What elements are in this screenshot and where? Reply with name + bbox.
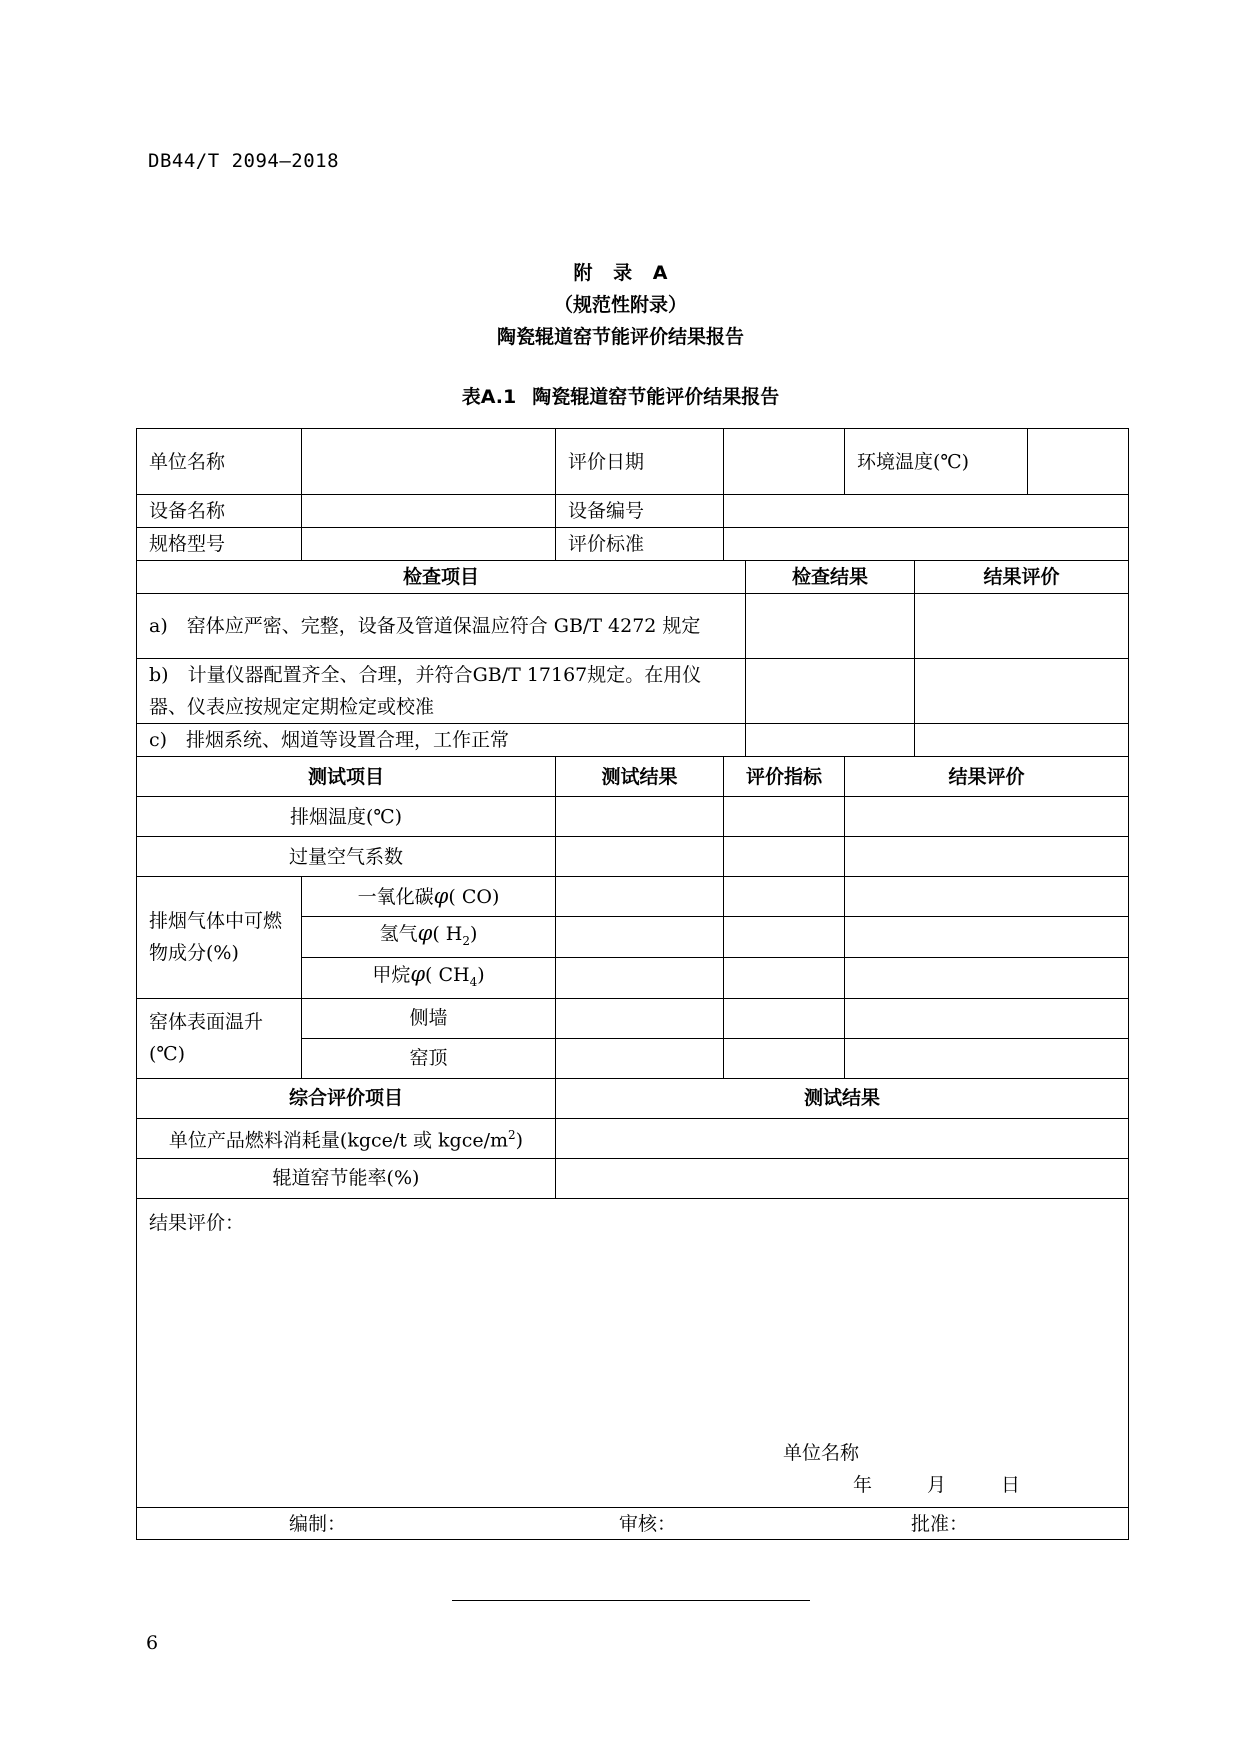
info-row-2 <box>137 495 1129 528</box>
check-header-row <box>137 561 1129 594</box>
test-eval-cell[interactable] <box>845 957 1129 998</box>
test-result-cell[interactable] <box>556 837 724 877</box>
test-eval-cell[interactable] <box>845 998 1129 1038</box>
check-result-cell[interactable] <box>746 594 915 659</box>
test-row-excess-air <box>137 837 1129 877</box>
test-eval-header: 结果评价 <box>845 757 1129 797</box>
surface-group-label: 窑体表面温升(℃) <box>137 998 302 1078</box>
test-index-cell[interactable] <box>724 1038 845 1078</box>
saving-rate-result[interactable] <box>556 1158 1129 1198</box>
check-item-text: b) 计量仪器配置齐全、合理，并符合GB/T 17167规定。在用仪器、仪表应按规定定期检定或校准 <box>137 659 746 724</box>
info-row-3 <box>137 528 1129 561</box>
check-item-text: a) 窑体应严密、完整，设备及管道保温应符合 GB/T 4272 规定 <box>137 594 746 659</box>
check-row-b <box>137 659 1129 724</box>
kiln-top-label: 窑顶 <box>302 1038 556 1078</box>
eval-standard-label: 评价标准 <box>556 528 724 561</box>
spec-model-label: 规格型号 <box>137 528 302 561</box>
fuel-consumption-result[interactable] <box>556 1118 1129 1158</box>
prepared-by-label: 编制： <box>289 1512 347 1535</box>
test-index-cell[interactable] <box>724 877 845 917</box>
table-label: 表A.1 <box>461 386 517 408</box>
test-row-side-wall <box>137 998 1129 1038</box>
approved-by-label: 批准： <box>911 1512 969 1535</box>
phi-symbol: φ <box>433 884 449 908</box>
signature-cell <box>137 1507 1129 1539</box>
appendix-type: （规范性附录） <box>553 294 687 316</box>
h2-label: 氢气φ( $H_2$) <box>302 917 556 958</box>
overall-row-saving <box>137 1158 1129 1198</box>
day-label: 日 <box>1001 1473 1021 1496</box>
check-eval-cell[interactable] <box>915 594 1129 659</box>
ambient-temp-label: 环境温度(℃) <box>845 429 1028 495</box>
page-number: 6 <box>146 1632 159 1654</box>
overall-item-header: 综合评价项目 <box>137 1078 556 1118</box>
conclusion-cell[interactable] <box>137 1198 1129 1507</box>
test-row-exhaust-temp <box>137 797 1129 837</box>
side-wall-label: 侧墙 <box>302 998 556 1038</box>
test-result-cell[interactable] <box>556 797 724 837</box>
eval-date-label: 评价日期 <box>556 429 724 495</box>
footer-divider <box>452 1600 810 1601</box>
test-result-cell[interactable] <box>556 1038 724 1078</box>
appendix-title: 陶瓷辊道窑节能评价结果报告 <box>496 326 744 348</box>
test-result-cell[interactable] <box>556 917 724 958</box>
conclusion-date <box>853 1469 1075 1501</box>
eval-standard-value[interactable] <box>724 528 1129 561</box>
combustible-group-label: 排烟气体中可燃物成分(%) <box>137 877 302 999</box>
spec-model-value[interactable] <box>302 528 556 561</box>
equipment-no-value[interactable] <box>724 495 1129 528</box>
equipment-no-label: 设备编号 <box>556 495 724 528</box>
overall-row-fuel <box>137 1118 1129 1158</box>
check-result-cell[interactable] <box>746 724 915 757</box>
year-label: 年 <box>853 1473 873 1496</box>
overall-header-row <box>137 1078 1129 1118</box>
reviewed-by-label: 审核： <box>619 1512 677 1535</box>
test-item-header: 测试项目 <box>137 757 556 797</box>
test-eval-cell[interactable] <box>845 917 1129 958</box>
overall-result-header: 测试结果 <box>556 1078 1129 1118</box>
test-eval-cell[interactable] <box>845 877 1129 917</box>
conclusion-org-label: 单位名称 <box>783 1441 860 1464</box>
check-eval-header: 结果评价 <box>915 561 1129 594</box>
document-code: DB44/T 2094—2018 <box>148 150 340 172</box>
test-eval-cell[interactable] <box>845 837 1129 877</box>
test-result-cell[interactable] <box>556 998 724 1038</box>
test-eval-cell[interactable] <box>845 797 1129 837</box>
conclusion-row <box>137 1198 1129 1507</box>
test-result-cell[interactable] <box>556 957 724 998</box>
phi-symbol: φ <box>410 961 426 986</box>
signature-row <box>137 1507 1129 1539</box>
check-result-header: 检查结果 <box>746 561 915 594</box>
unit-name-value[interactable] <box>302 429 556 495</box>
test-index-cell[interactable] <box>724 837 845 877</box>
test-result-header: 测试结果 <box>556 757 724 797</box>
test-index-cell[interactable] <box>724 917 845 958</box>
check-eval-cell[interactable] <box>915 659 1129 724</box>
test-index-cell[interactable] <box>724 957 845 998</box>
equipment-name-label: 设备名称 <box>137 495 302 528</box>
info-row-1 <box>137 429 1129 495</box>
test-eval-cell[interactable] <box>845 1038 1129 1078</box>
check-eval-cell[interactable] <box>915 724 1129 757</box>
check-item-header: 检查项目 <box>137 561 746 594</box>
test-item-label: 排烟温度(℃) <box>137 797 556 837</box>
saving-rate-label: 辊道窑节能率(%) <box>137 1158 556 1198</box>
check-row-c <box>137 724 1129 757</box>
test-index-cell[interactable] <box>724 998 845 1038</box>
conclusion-label: 结果评价： <box>149 1211 245 1234</box>
ch4-label: 甲烷φ( $CH_4$) <box>302 957 556 998</box>
equipment-name-value[interactable] <box>302 495 556 528</box>
co-label: 一氧化碳φ( CO) <box>302 877 556 917</box>
check-result-cell[interactable] <box>746 659 915 724</box>
month-label: 月 <box>927 1473 947 1496</box>
test-index-header: 评价指标 <box>724 757 845 797</box>
test-row-co <box>137 877 1129 917</box>
ambient-temp-value[interactable] <box>1028 429 1129 495</box>
test-header-row <box>137 757 1129 797</box>
table-caption <box>0 382 1241 409</box>
check-item-text: c) 排烟系统、烟道等设置合理，工作正常 <box>137 724 746 757</box>
fuel-consumption-label: 单位产品燃料消耗量(kgce/t 或 kgce/$m^2$) <box>137 1118 556 1158</box>
evaluation-report-table <box>136 428 1128 1540</box>
appendix-heading: 附 录 A <box>573 262 668 284</box>
test-item-label: 过量空气系数 <box>137 837 556 877</box>
table-title: 陶瓷辊道窑节能评价结果报告 <box>532 386 780 408</box>
eval-date-value[interactable] <box>724 429 845 495</box>
phi-symbol: φ <box>417 921 433 945</box>
test-result-cell[interactable] <box>556 877 724 917</box>
check-row-a <box>137 594 1129 659</box>
test-index-cell[interactable] <box>724 797 845 837</box>
unit-name-label: 单位名称 <box>137 429 302 495</box>
